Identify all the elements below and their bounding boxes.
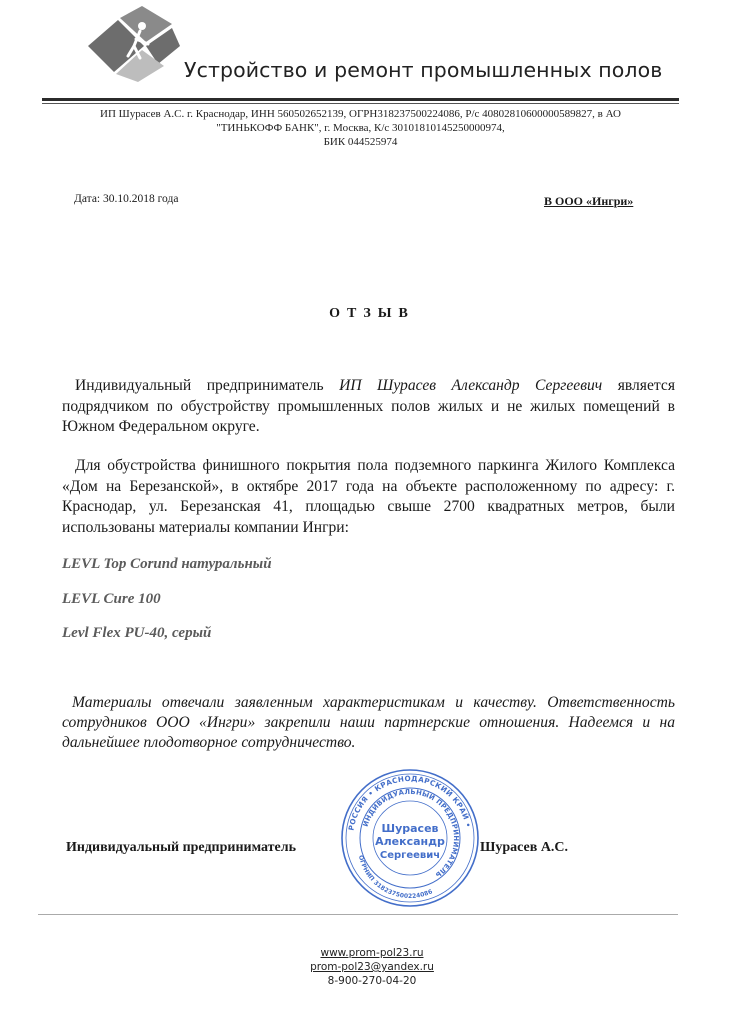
paragraph-text: Индивидуальный предприниматель <box>75 377 340 394</box>
phone-number: 8-900-270-04-20 <box>327 975 417 987</box>
company-logo <box>80 6 180 82</box>
header-divider <box>42 98 679 101</box>
website-link[interactable]: www.prom-pol23.ru <box>320 947 424 959</box>
material-item: LEVL Top Corund натуральный <box>62 556 272 572</box>
company-requisites <box>42 107 679 149</box>
recipient: В ООО «Ингри» <box>544 194 634 208</box>
body-paragraph-1 <box>62 376 675 438</box>
stamp-ogrn-text: ОГРНИП 318237500224086 <box>356 854 434 901</box>
requisites-line: "ТИНЬКОФФ БАНК", г. Москва, К/с 30101810145250000974, <box>216 122 505 134</box>
material-item: LEVL Cure 100 <box>62 591 161 607</box>
stamp-center-firstname: Александр <box>375 835 445 848</box>
body-paragraph-3: Материалы отвечали заявленным характеристикам и качеству. Ответственность сотрудников ООО «Ингри» закрепили наши партнерские отношения. Надеемся и на дальнейшее плодотворное сотрудничество. <box>62 694 675 751</box>
entrepreneur-name: ИП Шурасев Александр Сергеевич <box>339 377 603 394</box>
company-stamp <box>340 768 480 908</box>
stamp-inner-text: ИНДИВИДУАЛЬНЫЙ ПРЕДПРИНИМАТЕЛЬ <box>361 787 461 880</box>
stamp-center-patronymic: Сергеевич <box>379 850 441 861</box>
requisites-line: ИП Шурасев А.С. г. Краснодар, ИНН 560502652139, ОГРН318237500224086, Р/с 40802810600000589827, в АО <box>100 108 621 120</box>
header-divider-thin <box>42 103 679 104</box>
stamp-center-surname: Шурасев <box>381 822 439 835</box>
company-tagline: Устройство и ремонт промышленных полов <box>184 58 663 82</box>
footer-divider <box>38 914 678 915</box>
svg-text:ОГРНИП 318237500224086 <box>357 855 434 900</box>
document-title: ОТЗЫВ <box>329 306 415 321</box>
signatory-name: Шурасев А.С. <box>480 840 569 855</box>
footer-contacts <box>0 946 744 988</box>
email-link[interactable]: prom-pol23@yandex.ru <box>310 961 434 973</box>
signatory-position: Индивидуальный предприниматель <box>66 840 297 855</box>
requisites-line: БИК 044525974 <box>323 136 398 148</box>
document-date: Дата: 30.10.2018 года <box>74 193 179 205</box>
paragraph-text: является подрядчиком по обустройству промышленных полов жилых и не жилых помещений в Южном Федеральном округе. <box>62 377 675 435</box>
stamp-outer-text: РОССИЯ • КРАСНОДАРСКИЙ КРАЙ • <box>346 773 474 832</box>
body-paragraph-2: Для обустройства финишного покрытия пола подземного паркинга Жилого Комплекса «Дом на Березанской», в октябре 2017 года на объекте расположенному по адресу: г. Краснодар, ул. Березанская 41, площадью свыше 2700 квадратных метров, были использованы материалы компании Ингри: <box>62 457 675 536</box>
material-item: Levl Flex PU-40, серый <box>62 625 212 641</box>
